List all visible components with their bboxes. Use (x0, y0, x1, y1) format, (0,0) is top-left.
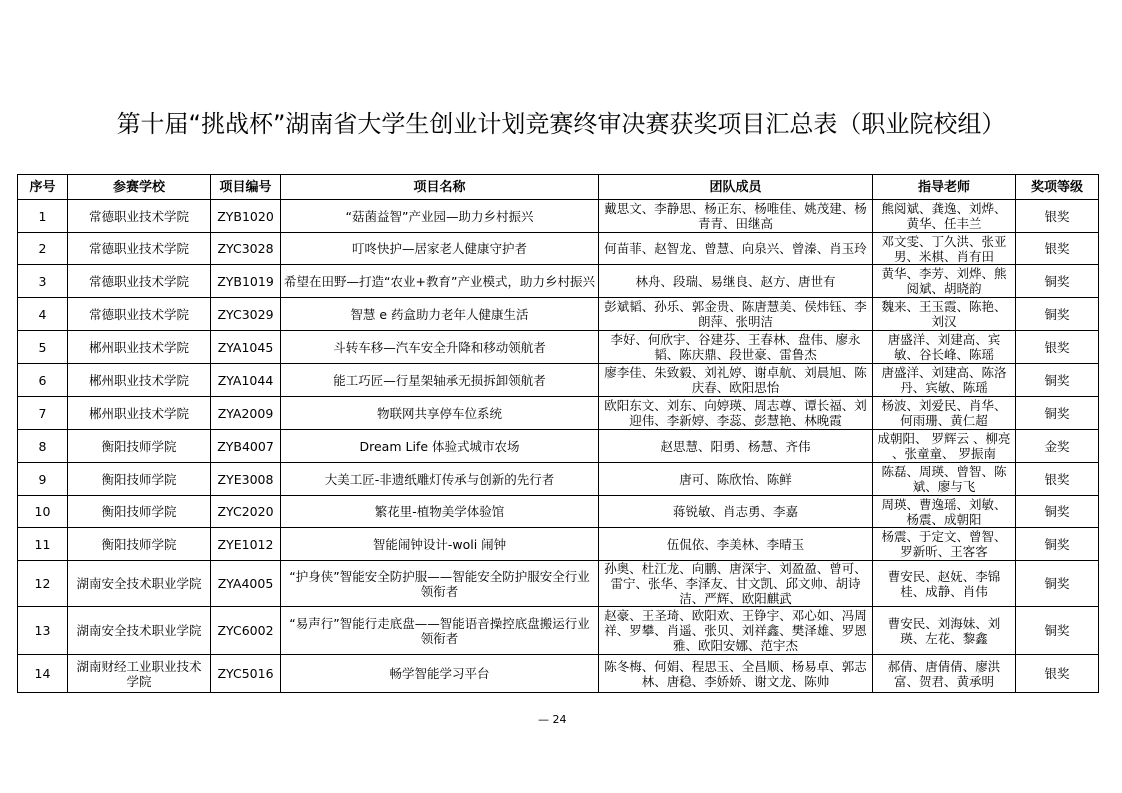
cell-advisors: 郝倩、唐倩倩、廖洪富、贺君、黄承明 (873, 655, 1016, 693)
cell-project-name: 物联网共享停车位系统 (281, 397, 599, 430)
header-school: 参赛学校 (68, 175, 211, 200)
cell-school: 常德职业技术学院 (68, 233, 211, 265)
cell-project-code: ZYA2009 (211, 397, 281, 430)
cell-seq: 10 (18, 496, 68, 528)
header-award-level: 奖项等级 (1016, 175, 1099, 200)
cell-team-members: 何苗菲、赵智龙、曾慧、向泉兴、曾溱、肖玉玲 (599, 233, 873, 265)
table-row (18, 265, 1099, 298)
table-header-row (18, 175, 1099, 200)
table-row (18, 607, 1099, 655)
header-seq: 序号 (18, 175, 68, 200)
cell-seq: 11 (18, 528, 68, 561)
cell-award-level: 铜奖 (1016, 298, 1099, 331)
cell-seq: 2 (18, 233, 68, 265)
cell-project-name: 智能闹钟设计-woli 闹钟 (281, 528, 599, 561)
cell-award-level: 银奖 (1016, 200, 1099, 233)
cell-school: 湖南安全技术职业学院 (68, 607, 211, 655)
cell-advisors: 熊阅斌、龚逸、刘烨、黄华、任丰兰 (873, 200, 1016, 233)
cell-award-level: 铜奖 (1016, 397, 1099, 430)
cell-project-name: Dream Life 体验式城市农场 (281, 430, 599, 463)
table-row (18, 655, 1099, 693)
cell-project-code: ZYC3028 (211, 233, 281, 265)
page-title: 第十届“挑战杯”湖南省大学生创业计划竞赛终审决赛获奖项目汇总表（职业院校组） (116, 110, 1006, 138)
header-project-name: 项目名称 (281, 175, 599, 200)
cell-project-code: ZYB1019 (211, 265, 281, 298)
cell-award-level: 铜奖 (1016, 528, 1099, 561)
table-row (18, 528, 1099, 561)
cell-project-code: ZYE1012 (211, 528, 281, 561)
cell-school: 常德职业技术学院 (68, 298, 211, 331)
cell-school: 郴州职业技术学院 (68, 364, 211, 397)
cell-seq: 8 (18, 430, 68, 463)
cell-project-name: 斗转车移—汽车安全升降和移动领航者 (281, 331, 599, 364)
cell-team-members: 伍侃依、李美林、李晴玉 (599, 528, 873, 561)
cell-project-code: ZYC2020 (211, 496, 281, 528)
table-row (18, 397, 1099, 430)
cell-seq: 7 (18, 397, 68, 430)
cell-project-code: ZYC3029 (211, 298, 281, 331)
cell-school: 衡阳技师学院 (68, 496, 211, 528)
cell-project-code: ZYE3008 (211, 463, 281, 496)
cell-award-level: 铜奖 (1016, 265, 1099, 298)
cell-project-name: 智慧 e 药盒助力老年人健康生活 (281, 298, 599, 331)
cell-award-level: 铜奖 (1016, 607, 1099, 655)
cell-team-members: 彭斌韬、孙乐、郭金贵、陈唐慧美、侯炜钰、李朗萍、张明洁 (599, 298, 873, 331)
cell-project-name: “易声行”智能行走底盘——智能语音操控底盘搬运行业领衔者 (281, 607, 599, 655)
cell-project-name: 能工巧匠—行星架轴承无损拆卸领航者 (281, 364, 599, 397)
cell-team-members: 戴思文、李静思、杨正东、杨唯佳、姚茂建、杨青青、田继高 (599, 200, 873, 233)
table-row (18, 496, 1099, 528)
cell-seq: 6 (18, 364, 68, 397)
table-row (18, 331, 1099, 364)
cell-award-level: 银奖 (1016, 463, 1099, 496)
cell-school: 常德职业技术学院 (68, 265, 211, 298)
cell-award-level: 银奖 (1016, 655, 1099, 693)
header-advisors: 指导老师 (873, 175, 1016, 200)
cell-school: 衡阳技师学院 (68, 528, 211, 561)
cell-project-code: ZYC6002 (211, 607, 281, 655)
cell-advisors: 曹安民、赵妩、李锦桂、成静、肖伟 (873, 561, 1016, 607)
cell-team-members: 孙奥、杜江龙、向鹏、唐深宇、刘盈盈、曾可、雷宁、张华、李泽友、甘文凯、邱文帅、胡诗洁、严辉、欧阳麒武 (599, 561, 873, 607)
cell-award-level: 铜奖 (1016, 561, 1099, 607)
table-row (18, 561, 1099, 607)
cell-advisors: 邓文雯、丁久洪、张亚男、米棋、肖有田 (873, 233, 1016, 265)
cell-school: 湖南财经工业职业技术学院 (68, 655, 211, 693)
cell-seq: 12 (18, 561, 68, 607)
cell-school: 衡阳技师学院 (68, 430, 211, 463)
table-row (18, 298, 1099, 331)
cell-team-members: 陈冬梅、何娟、程思玉、全昌顺、杨易卓、郭志林、唐稳、李娇娇、谢文龙、陈帅 (599, 655, 873, 693)
cell-seq: 5 (18, 331, 68, 364)
cell-award-level: 铜奖 (1016, 364, 1099, 397)
cell-project-name: 大美工匠-非遗纸雕灯传承与创新的先行者 (281, 463, 599, 496)
cell-project-name: 繁花里-植物美学体验馆 (281, 496, 599, 528)
table-row (18, 200, 1099, 233)
cell-school: 郴州职业技术学院 (68, 397, 211, 430)
header-team-members: 团队成员 (599, 175, 873, 200)
cell-advisors: 陈磊、周瑛、曾智、陈斌、廖与飞 (873, 463, 1016, 496)
cell-school: 郴州职业技术学院 (68, 331, 211, 364)
cell-seq: 4 (18, 298, 68, 331)
cell-project-name: 畅学智能学习平台 (281, 655, 599, 693)
table-row (18, 463, 1099, 496)
table-row (18, 430, 1099, 463)
cell-advisors: 成朝阳、 罗辉云 、柳亮 、张童童、 罗振南 (873, 430, 1016, 463)
cell-award-level: 铜奖 (1016, 496, 1099, 528)
cell-seq: 13 (18, 607, 68, 655)
cell-award-level: 银奖 (1016, 233, 1099, 265)
page-number: — 24 (538, 713, 567, 726)
awards-table (17, 174, 1099, 693)
cell-school: 衡阳技师学院 (68, 463, 211, 496)
cell-project-code: ZYA1045 (211, 331, 281, 364)
cell-team-members: 唐可、陈欣怡、陈鲜 (599, 463, 873, 496)
cell-team-members: 廖李佳、朱致毅、刘礼婷、谢卓航、刘晨旭、陈庆春、欧阳思怡 (599, 364, 873, 397)
cell-advisors: 黄华、李芳、刘烨、熊阅斌、胡晓韵 (873, 265, 1016, 298)
cell-seq: 9 (18, 463, 68, 496)
cell-advisors: 唐盛洋、刘建高、陈洛丹、宾敏、陈瑶 (873, 364, 1016, 397)
cell-seq: 1 (18, 200, 68, 233)
cell-project-name: “菇菌益智”产业园—助力乡村振兴 (281, 200, 599, 233)
cell-team-members: 赵豪、王圣琦、欧阳欢、王铮宇、邓心如、冯周祥、罗攀、肖遥、张贝、刘祥鑫、樊泽雄、罗恩雅、欧阳安娜、范宇杰 (599, 607, 873, 655)
cell-team-members: 赵思慧、阳勇、杨慧、齐伟 (599, 430, 873, 463)
cell-project-name: “护身侠”智能安全防护服——智能安全防护服安全行业领衔者 (281, 561, 599, 607)
header-project-code: 项目编号 (211, 175, 281, 200)
cell-advisors: 杨波、刘爱民、肖华、何雨珊、黄仁超 (873, 397, 1016, 430)
cell-seq: 3 (18, 265, 68, 298)
cell-advisors: 唐盛洋、刘建高、宾敏、谷长峰、陈瑶 (873, 331, 1016, 364)
cell-school: 常德职业技术学院 (68, 200, 211, 233)
cell-team-members: 林舟、段瑞、易继良、赵方、唐世有 (599, 265, 873, 298)
cell-advisors: 周瑛、曹逸瑶、刘敏、杨震、成朝阳 (873, 496, 1016, 528)
cell-advisors: 曹安民、刘海妹、刘瑛、左花、黎鑫 (873, 607, 1016, 655)
table-row (18, 233, 1099, 265)
cell-project-name: 叮咚快护—居家老人健康守护者 (281, 233, 599, 265)
cell-seq: 14 (18, 655, 68, 693)
cell-advisors: 杨震、于定文、曾智、罗新昕、王客客 (873, 528, 1016, 561)
cell-team-members: 蒋锐敏、肖志勇、李嘉 (599, 496, 873, 528)
cell-project-code: ZYB1020 (211, 200, 281, 233)
cell-project-code: ZYA4005 (211, 561, 281, 607)
cell-award-level: 银奖 (1016, 331, 1099, 364)
cell-advisors: 魏来、王玉霞、陈艳、刘汉 (873, 298, 1016, 331)
cell-school: 湖南安全技术职业学院 (68, 561, 211, 607)
cell-project-name: 希望在田野—打造“农业+教育”产业模式，助力乡村振兴 (281, 265, 599, 298)
cell-team-members: 李好、何欣宇、谷建芬、王春林、盘伟、廖永韬、陈庆鼎、段世豪、雷鲁杰 (599, 331, 873, 364)
cell-team-members: 欧阳东文、刘东、向婷瑛、周志尊、谭长福、刘迎伟、李新婷、李蕊、彭慧艳、林晚霞 (599, 397, 873, 430)
cell-project-code: ZYC5016 (211, 655, 281, 693)
cell-project-code: ZYB4007 (211, 430, 281, 463)
cell-award-level: 金奖 (1016, 430, 1099, 463)
table-row (18, 364, 1099, 397)
cell-project-code: ZYA1044 (211, 364, 281, 397)
